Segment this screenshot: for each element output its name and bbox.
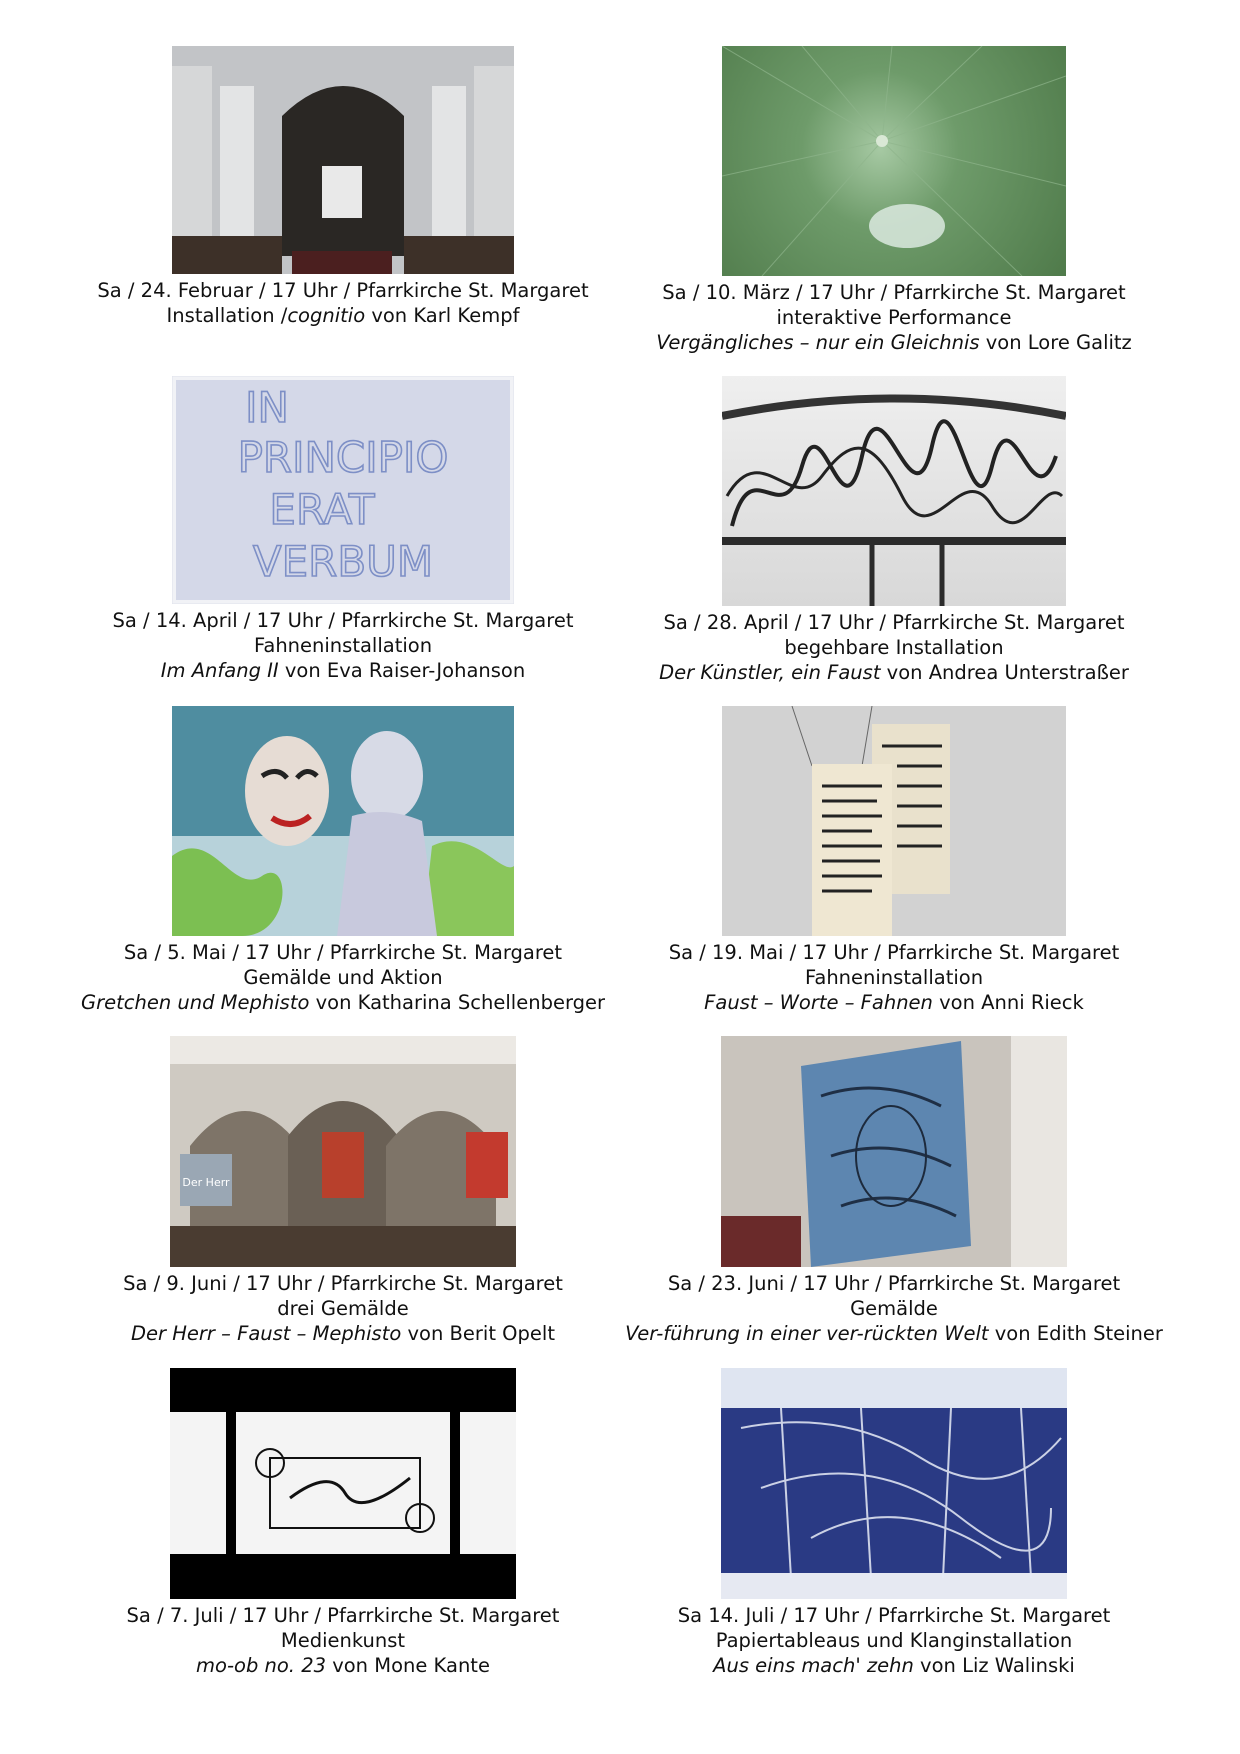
event-date-line: Sa 14. Juli / 17 Uhr / Pfarrkirche St. Margaret [677,1604,1111,1627]
event-date-line: Sa / 7. Juli / 17 Uhr / Pfarrkirche St. Margaret [126,1604,560,1627]
event-artist: von Katharina Schellenberger [309,991,606,1014]
paint-splash-photo [721,1368,1067,1599]
event-title: Der Herr – Faust – Mephisto [131,1322,402,1345]
event-artist: von Mone Kante [326,1654,490,1677]
metal-sculpture-photo [722,376,1066,606]
event-title: Der Künstler, ein Faust [659,661,881,684]
event-artist: von Andrea Unterstraßer [880,661,1129,684]
event-kind: Gemälde und Aktion [243,966,443,989]
event-artist: von Liz Walinski [913,1654,1075,1677]
event-kind: Installation / [166,304,288,327]
event-card [614,1368,1174,1678]
event-artist: von Karl Kempf [365,304,520,327]
painting-photo [172,706,514,936]
event-card [63,1368,623,1678]
event-artist: von Eva Raiser-Johanson [278,659,526,682]
church-hall-photo [170,1036,516,1267]
event-date-line: Sa / 23. Juni / 17 Uhr / Pfarrkirche St. Margaret [667,1272,1121,1295]
event-kind: Fahneninstallation [804,966,984,989]
church-installation-photo [172,46,514,274]
event-card [614,376,1174,685]
event-card [63,706,623,1015]
event-kind: Papiertableaus und Klanginstallation [715,1629,1073,1652]
flag-text: IN [245,383,289,432]
hanging-scrolls-photo [722,706,1066,936]
event-card [614,46,1174,355]
flag-text: ERAT [269,485,375,534]
event-title: Gretchen und Mephisto [80,991,310,1014]
event-card [614,706,1174,1015]
blue-painting-photo [721,1036,1067,1267]
event-date-line: Sa / 28. April / 17 Uhr / Pfarrkirche St. Margaret [663,611,1125,634]
event-title: cognitio [287,304,366,327]
event-kind: drei Gemälde [277,1297,409,1320]
event-kind: begehbare Installation [784,636,1004,659]
flag-text: PRINCIPIO [237,433,449,482]
event-artist: von Lore Galitz [979,331,1132,354]
flag-text: VERBUM [252,537,434,586]
event-title: mo-ob no. 23 [196,1654,327,1677]
painting-label: Der Herr [182,1176,230,1189]
event-kind: Fahneninstallation [253,634,433,657]
event-artist: von Berit Opelt [401,1322,555,1345]
event-date-line: Sa / 10. März / 17 Uhr / Pfarrkirche St. Margaret [662,281,1126,304]
event-card [614,1036,1174,1346]
event-kind: interaktive Performance [776,306,1012,329]
event-title: Aus eins mach' zehn [713,1654,914,1677]
media-art-still [170,1368,516,1599]
event-title: Im Anfang II [160,659,279,682]
event-title: Faust – Worte – Fahnen [704,991,933,1014]
event-artist: von Edith Steiner [988,1322,1163,1345]
lotus-leaf-photo [722,46,1066,276]
event-date-line: Sa / 24. Februar / 17 Uhr / Pfarrkirche St. Margaret [97,279,589,302]
event-title: Vergängliches – nur ein Gleichnis [656,331,980,354]
event-card [63,1036,623,1346]
event-date-line: Sa / 19. Mai / 17 Uhr / Pfarrkirche St. Margaret [668,941,1120,964]
event-card [63,376,623,683]
event-date-line: Sa / 9. Juni / 17 Uhr / Pfarrkirche St. Margaret [123,1272,563,1295]
event-card [63,46,623,328]
event-kind: Medienkunst [280,1629,406,1652]
event-date-line: Sa / 5. Mai / 17 Uhr / Pfarrkirche St. Margaret [123,941,563,964]
event-artist: von Anni Rieck [932,991,1084,1014]
text-flag-photo [172,376,514,604]
event-kind: Gemälde [850,1297,938,1320]
event-date-line: Sa / 14. April / 17 Uhr / Pfarrkirche St. Margaret [112,609,574,632]
event-title: Ver-führung in einer ver-rückten Welt [625,1322,989,1345]
